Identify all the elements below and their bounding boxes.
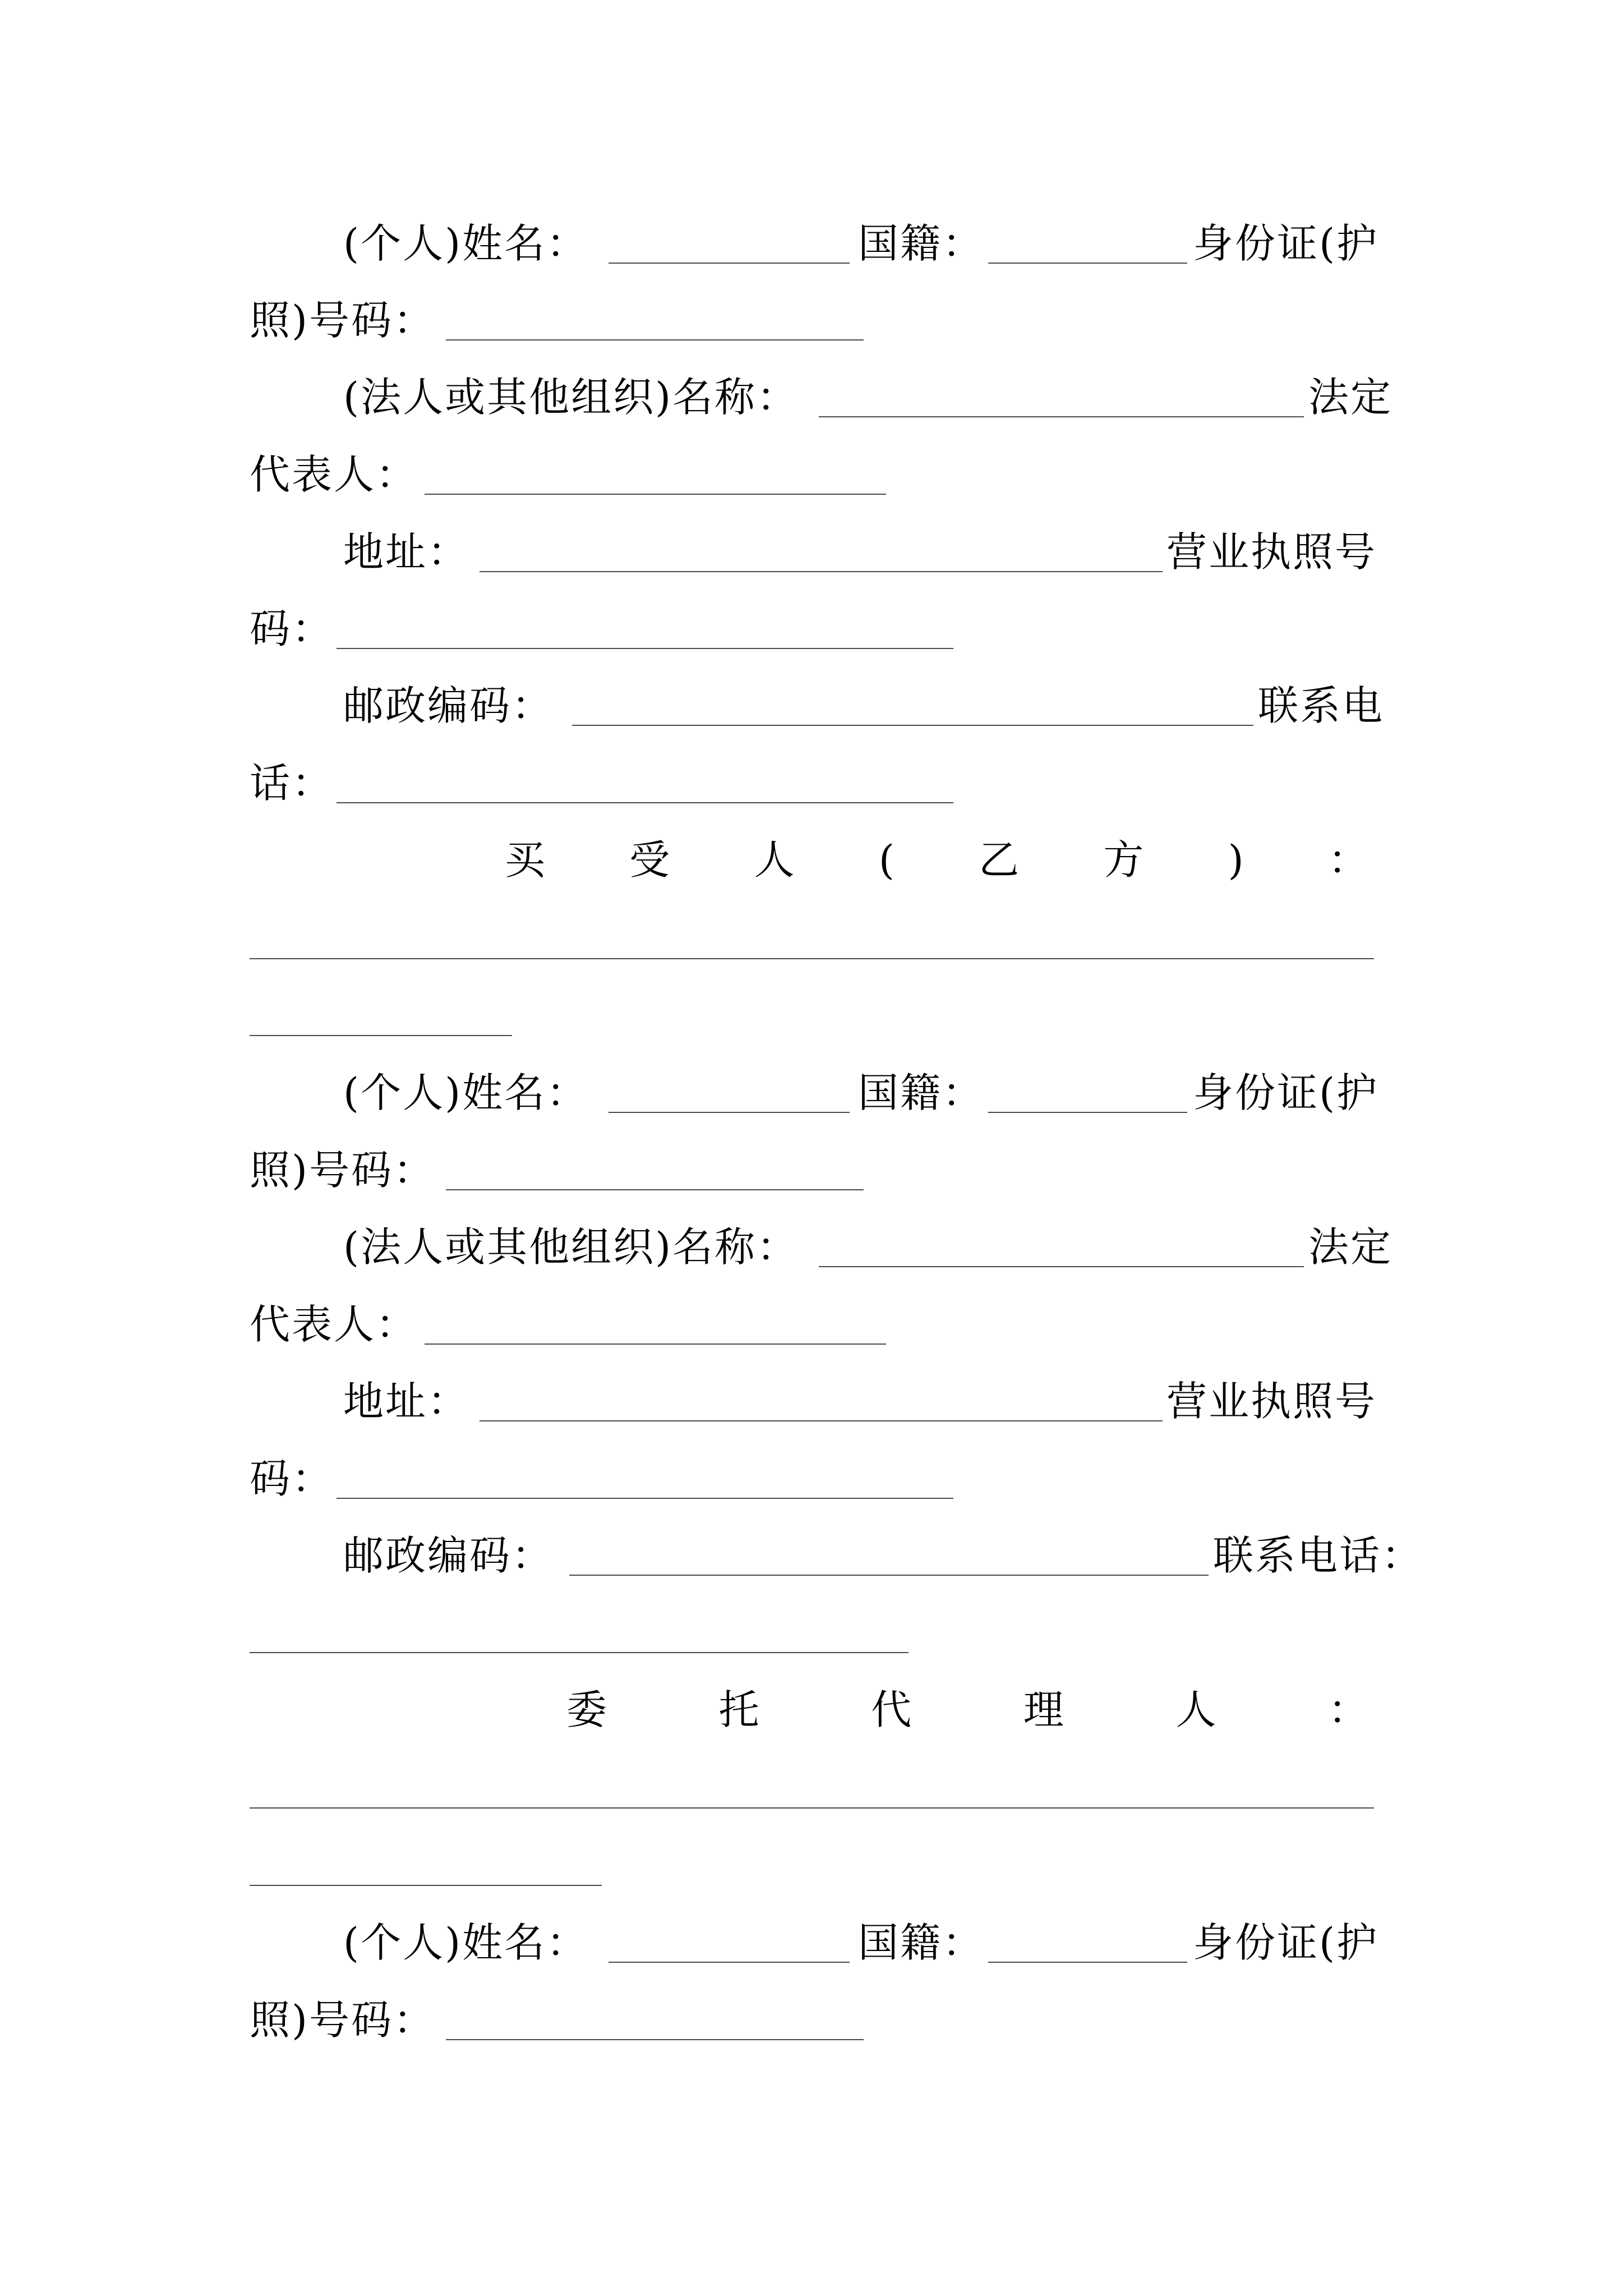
buyer-heading-char: 人 <box>754 836 795 884</box>
legal-rep-label-part2: 代表人： <box>250 451 418 498</box>
id-label-part1: 身份证(护 <box>1193 220 1379 267</box>
name-blank[interactable] <box>608 263 850 264</box>
agent-heading-char: 委 <box>566 1686 607 1733</box>
address-blank[interactable] <box>479 571 1163 572</box>
org-name-label: (法人或其他组织)名称： <box>343 374 799 421</box>
agent-heading-char: 人 <box>1175 1686 1216 1733</box>
agent-id-label-part1: 身份证(护 <box>1193 1919 1379 1966</box>
buyer-license-label-part2: 码： <box>250 1455 334 1502</box>
buyer-id-label-part2: 照)号码： <box>250 1147 436 1194</box>
buyer-heading <box>505 836 1368 884</box>
buyer-legal-rep-blank[interactable] <box>425 1343 886 1345</box>
agent-nationality-label: 国籍： <box>858 1919 985 1966</box>
postal-code-blank[interactable] <box>572 725 1253 726</box>
id-label-part2: 照)号码： <box>250 297 436 344</box>
agent-heading-char: 理 <box>1023 1686 1064 1733</box>
buyer-name-label: (个人)姓名： <box>343 1069 589 1116</box>
buyer-address-label: 地址： <box>343 1378 470 1425</box>
phone-label-part2: 话： <box>250 760 334 807</box>
buyer-license-blank[interactable] <box>336 1498 953 1499</box>
buyer-postal-code-label: 邮政编码： <box>343 1532 554 1579</box>
address-label: 地址： <box>343 528 470 576</box>
license-label-part1: 营业执照号 <box>1166 528 1377 576</box>
license-blank[interactable] <box>336 648 953 649</box>
buyer-legal-rep-label-part2: 代表人： <box>250 1301 418 1348</box>
buyer-heading-char: 买 <box>505 836 546 884</box>
nationality-blank[interactable] <box>988 263 1187 264</box>
buyer-legal-rep-label-part1: 法定 <box>1308 1223 1393 1271</box>
buyer-phone-label: 联系电话： <box>1213 1532 1424 1579</box>
buyer-heading-char: ： <box>1327 836 1368 884</box>
buyer-heading-char: ) <box>1228 836 1244 884</box>
agent-heading-char: ： <box>1327 1686 1368 1733</box>
buyer-heading-char: 受 <box>629 836 670 884</box>
buyer-postal-code-blank[interactable] <box>569 1575 1209 1576</box>
buyer-heading-char: 方 <box>1103 836 1144 884</box>
buyer-heading-char: ( <box>878 836 895 884</box>
buyer-nationality-label: 国籍： <box>858 1069 985 1116</box>
buyer-org-name-blank[interactable] <box>819 1266 1304 1267</box>
buyer-name-blank-line1[interactable] <box>250 958 1374 959</box>
phone-blank[interactable] <box>336 802 953 803</box>
license-label-part2: 码： <box>250 605 334 652</box>
buyer-nationality-blank[interactable] <box>988 1112 1187 1113</box>
legal-rep-label-part1: 法定 <box>1308 374 1393 421</box>
legal-rep-blank[interactable] <box>425 494 886 495</box>
agent-id-label-part2: 照)号码： <box>250 1996 436 2044</box>
agent-heading-char: 托 <box>718 1686 759 1733</box>
nationality-label: 国籍： <box>858 220 985 267</box>
agent-nationality-blank[interactable] <box>988 1962 1187 1963</box>
buyer-license-label-part1: 营业执照号 <box>1166 1378 1377 1425</box>
buyer-personal-name-blank[interactable] <box>608 1112 850 1113</box>
agent-heading <box>566 1686 1368 1733</box>
name-label: (个人)姓名： <box>343 220 589 267</box>
org-name-blank[interactable] <box>819 416 1304 417</box>
buyer-org-name-label: (法人或其他组织)名称： <box>343 1223 799 1271</box>
buyer-id-label-part1: 身份证(护 <box>1193 1069 1379 1116</box>
buyer-heading-char: 乙 <box>979 836 1020 884</box>
buyer-address-blank[interactable] <box>479 1420 1163 1421</box>
buyer-phone-blank[interactable] <box>250 1652 909 1653</box>
postal-code-label: 邮政编码： <box>343 682 554 729</box>
buyer-id-number-blank[interactable] <box>446 1189 864 1190</box>
agent-heading-char: 代 <box>871 1686 912 1733</box>
agent-name-blank-line1[interactable] <box>250 1807 1374 1809</box>
agent-personal-name-blank[interactable] <box>608 1962 850 1963</box>
id-number-blank[interactable] <box>446 339 864 341</box>
buyer-name-blank-line2[interactable] <box>250 1035 512 1036</box>
agent-id-number-blank[interactable] <box>446 2039 864 2040</box>
agent-name-blank-line2[interactable] <box>250 1885 602 1886</box>
agent-name-label: (个人)姓名： <box>343 1919 589 1966</box>
phone-label-part1: 联系电 <box>1258 682 1385 729</box>
